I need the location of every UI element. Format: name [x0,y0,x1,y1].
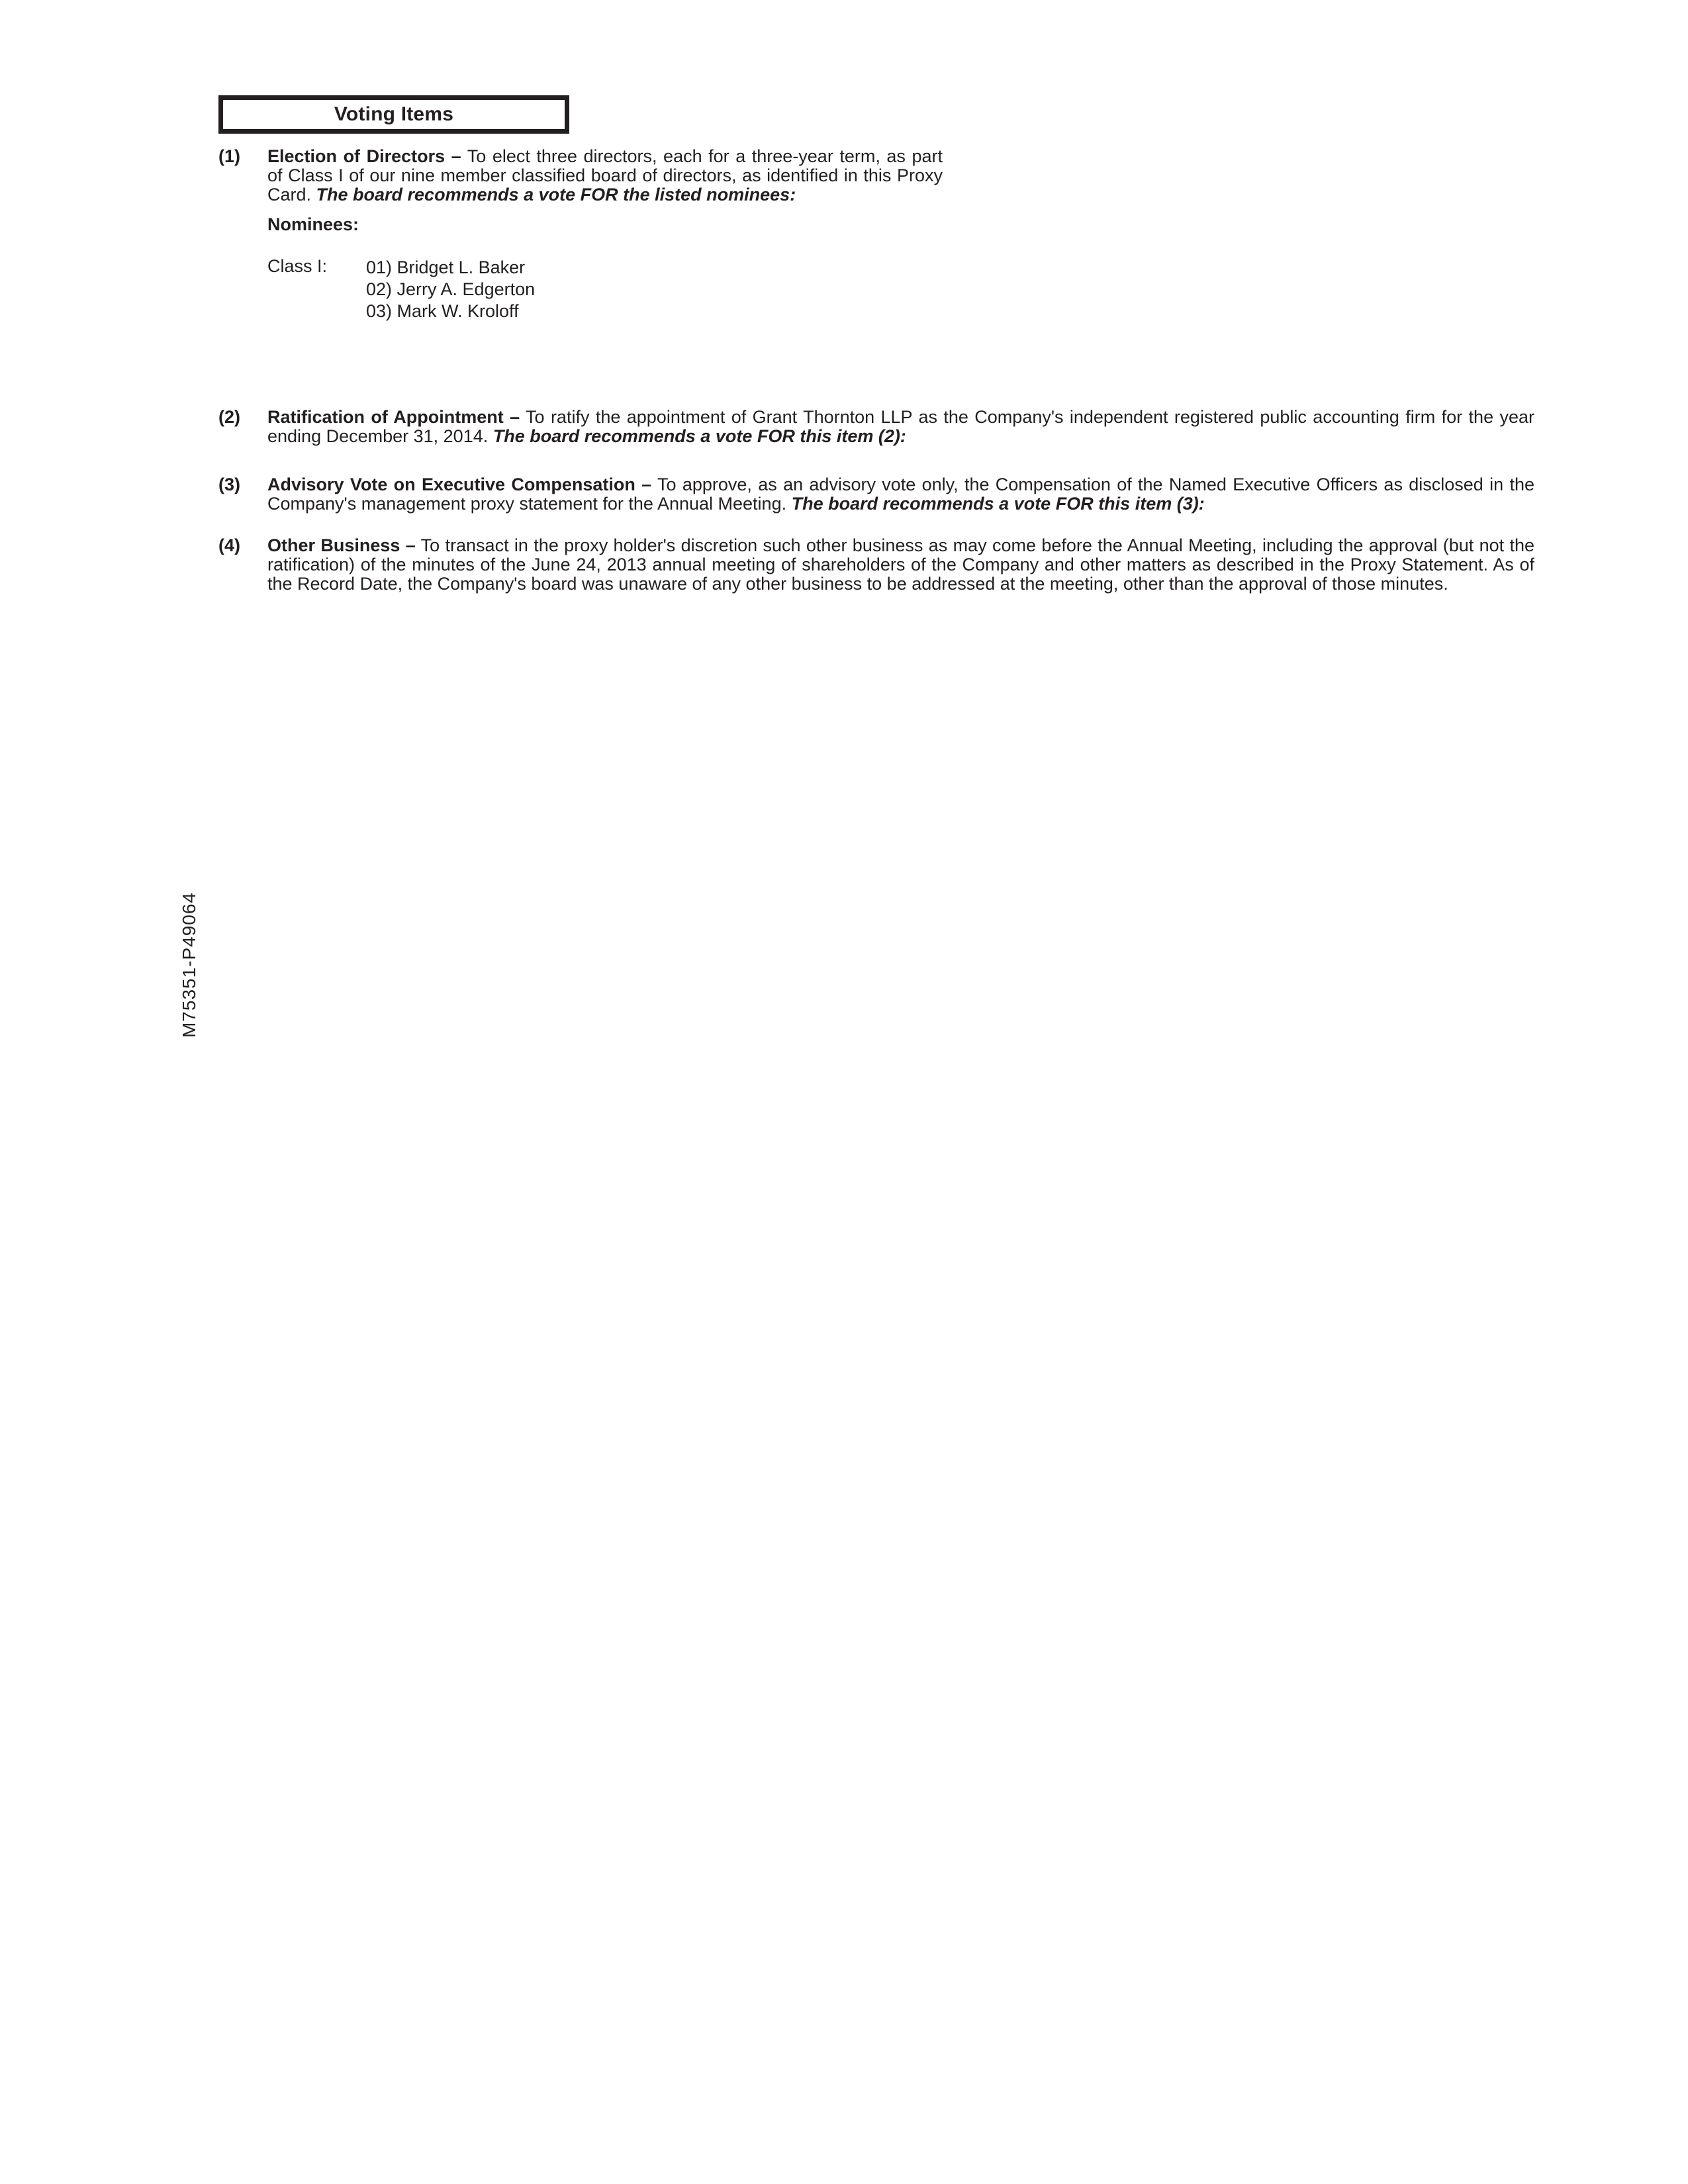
voting-items-title: Voting Items [334,103,454,125]
nominees-block [267,257,943,323]
item-body [267,147,943,323]
item-number: (1) [218,146,240,166]
item-recommendation: The board recommends a vote FOR this item (2): [492,426,906,446]
nominee-list [366,257,535,322]
nominee-item: 03) Mark W. Kroloff [366,301,519,321]
voting-items-header [218,95,569,134]
document-code: M75351-P49064 [179,891,199,1038]
item-text: To ratify the appointment of Grant Thornton LLP as the Company's independent registered public accounting firm for the year ending December 31, 2014. [267,407,1534,446]
nominee-item: 02) Jerry A. Edgerton [366,279,536,299]
item-heading: Advisory Vote on Executive Compensation – [267,475,652,494]
item-recommendation: The board recommends a vote FOR the listed nominees: [316,185,796,205]
item-text: To elect three directors, each for a three-year term, as part of Class I of our nine member classified board of directors, as identified in this Proxy Card. [267,146,943,205]
item-body [267,475,1534,514]
item-heading: Ratification of Appointment – [267,407,520,427]
item-paragraph [267,147,943,205]
class-label: Class I: [267,256,328,276]
nominee-item: 01) Bridget L. Baker [366,257,526,277]
item-heading: Other Business – [267,535,416,555]
item-number: (3) [218,475,240,494]
item-number: (4) [218,535,240,555]
item-recommendation: The board recommends a vote FOR this item (3): [791,494,1205,514]
item-number: (2) [218,407,240,427]
item-body [267,536,1534,594]
nominees-heading: Nominees: [267,214,359,234]
item-text: To approve, as an advisory vote only, the Compensation of the Named Executive Officers as disclosed in the Company's management proxy statement for the Annual Meeting. [267,475,1534,514]
item-text: To transact in the proxy holder's discretion such other business as may come before the Annual Meeting, including the approval (but not the ratification) of the minutes of the June 24, 2013 annual meeting of shareholders of the Company and other matters as described in the Proxy Statement. As of the Record Date, the Company's board was unaware of any other business to be addressed at the meeting, other than the approval of those minutes. [267,535,1535,594]
item-heading: Election of Directors – [267,146,461,166]
item-body [267,408,1534,446]
